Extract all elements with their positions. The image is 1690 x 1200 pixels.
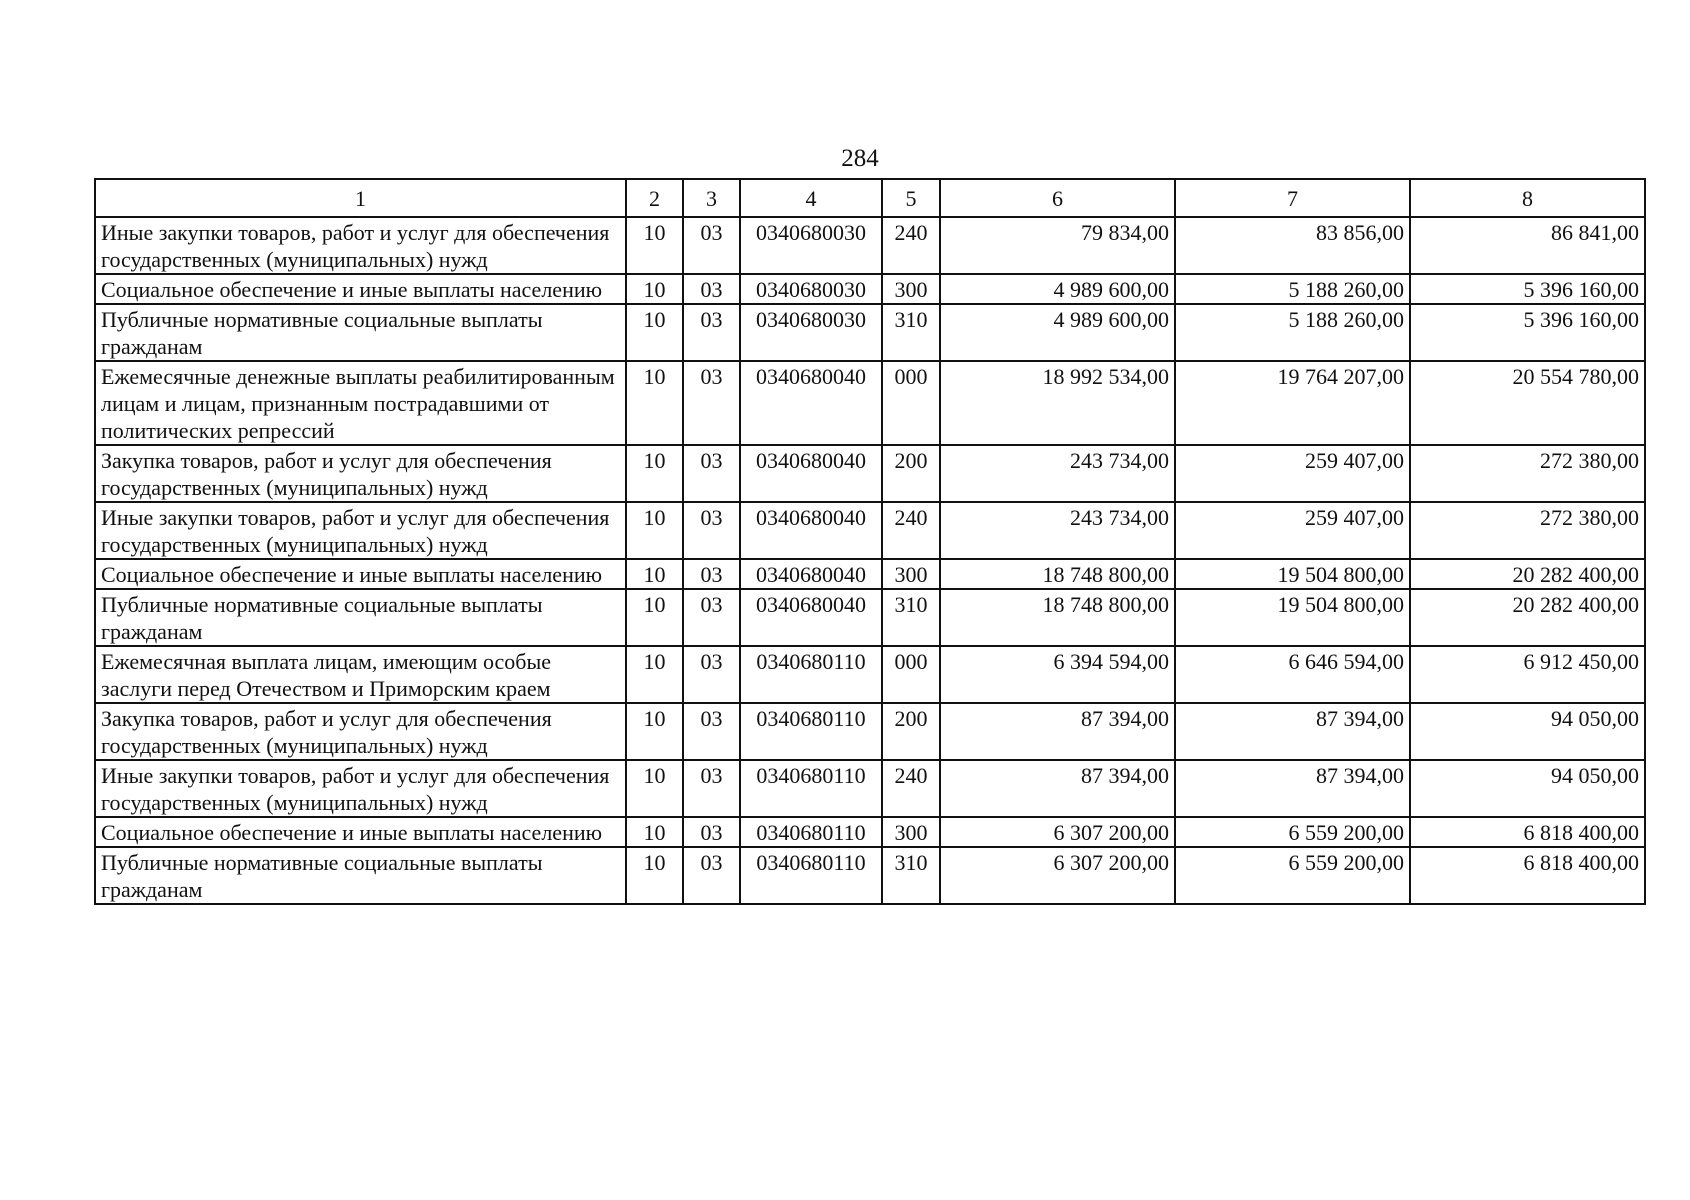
expense-name-cell: Ежемесячные денежные выплаты реабилитированным лицам и лицам, признанным пострадавшими от политических репрессий — [95, 361, 626, 445]
target-article-cell: 0340680110 — [740, 646, 882, 703]
target-article-cell: 0340680110 — [740, 817, 882, 847]
expense-type-cell: 300 — [882, 817, 940, 847]
amount-col6-cell: 18 992 534,00 — [940, 361, 1175, 445]
section-cell: 10 — [626, 304, 683, 361]
column-header-1: 1 — [95, 179, 626, 217]
subsection-cell: 03 — [683, 217, 740, 274]
target-article-cell: 0340680110 — [740, 760, 882, 817]
amount-col6-cell: 4 989 600,00 — [940, 304, 1175, 361]
expense-name-cell: Ежемесячная выплата лицам, имеющим особые заслуги перед Отечеством и Приморским краем — [95, 646, 626, 703]
subsection-cell: 03 — [683, 589, 740, 646]
column-header-3: 3 — [683, 179, 740, 217]
expense-type-cell: 310 — [882, 304, 940, 361]
amount-col6-cell: 243 734,00 — [940, 445, 1175, 502]
target-article-cell: 0340680030 — [740, 217, 882, 274]
expense-name-cell: Социальное обеспечение и иные выплаты населению — [95, 559, 626, 589]
expense-name-cell: Иные закупки товаров, работ и услуг для обеспечения государственных (муниципальных) нужд — [95, 760, 626, 817]
amount-col8-cell: 20 282 400,00 — [1410, 559, 1645, 589]
amount-col6-cell: 4 989 600,00 — [940, 274, 1175, 304]
expense-name-cell: Социальное обеспечение и иные выплаты населению — [95, 274, 626, 304]
amount-col7-cell: 19 504 800,00 — [1175, 559, 1410, 589]
section-cell: 10 — [626, 502, 683, 559]
subsection-cell: 03 — [683, 304, 740, 361]
section-cell: 10 — [626, 817, 683, 847]
table-row — [95, 304, 1645, 361]
subsection-cell: 03 — [683, 361, 740, 445]
column-header-7: 7 — [1175, 179, 1410, 217]
column-header-8: 8 — [1410, 179, 1645, 217]
expense-name-cell: Закупка товаров, работ и услуг для обеспечения государственных (муниципальных) нужд — [95, 703, 626, 760]
expense-type-cell: 300 — [882, 274, 940, 304]
amount-col8-cell: 6 912 450,00 — [1410, 646, 1645, 703]
amount-col8-cell: 6 818 400,00 — [1410, 847, 1645, 904]
column-header-2: 2 — [626, 179, 683, 217]
target-article-cell: 0340680030 — [740, 274, 882, 304]
amount-col7-cell: 6 559 200,00 — [1175, 817, 1410, 847]
expense-type-cell: 240 — [882, 217, 940, 274]
subsection-cell: 03 — [683, 703, 740, 760]
subsection-cell: 03 — [683, 274, 740, 304]
header-row — [95, 179, 1645, 217]
table-row — [95, 445, 1645, 502]
section-cell: 10 — [626, 445, 683, 502]
amount-col6-cell: 243 734,00 — [940, 502, 1175, 559]
expense-name-cell: Социальное обеспечение и иные выплаты населению — [95, 817, 626, 847]
amount-col6-cell: 87 394,00 — [940, 760, 1175, 817]
section-cell: 10 — [626, 559, 683, 589]
section-cell: 10 — [626, 646, 683, 703]
amount-col8-cell: 5 396 160,00 — [1410, 274, 1645, 304]
table-row — [95, 760, 1645, 817]
amount-col6-cell: 6 307 200,00 — [940, 847, 1175, 904]
subsection-cell: 03 — [683, 646, 740, 703]
expense-type-cell: 000 — [882, 646, 940, 703]
section-cell: 10 — [626, 274, 683, 304]
expense-name-cell: Закупка товаров, работ и услуг для обеспечения государственных (муниципальных) нужд — [95, 445, 626, 502]
expense-type-cell: 310 — [882, 589, 940, 646]
table-row — [95, 817, 1645, 847]
target-article-cell: 0340680040 — [740, 445, 882, 502]
target-article-cell: 0340680110 — [740, 703, 882, 760]
page-number: 284 — [841, 145, 879, 172]
section-cell: 10 — [626, 847, 683, 904]
column-header-5: 5 — [882, 179, 940, 217]
amount-col7-cell: 5 188 260,00 — [1175, 274, 1410, 304]
target-article-cell: 0340680040 — [740, 502, 882, 559]
subsection-cell: 03 — [683, 817, 740, 847]
table-row — [95, 274, 1645, 304]
amount-col8-cell: 6 818 400,00 — [1410, 817, 1645, 847]
table-row — [95, 217, 1645, 274]
section-cell: 10 — [626, 217, 683, 274]
amount-col6-cell: 18 748 800,00 — [940, 589, 1175, 646]
expense-type-cell: 310 — [882, 847, 940, 904]
target-article-cell: 0340680040 — [740, 589, 882, 646]
target-article-cell: 0340680110 — [740, 847, 882, 904]
amount-col6-cell: 87 394,00 — [940, 703, 1175, 760]
amount-col7-cell: 19 504 800,00 — [1175, 589, 1410, 646]
expense-type-cell: 200 — [882, 445, 940, 502]
amount-col7-cell: 19 764 207,00 — [1175, 361, 1410, 445]
subsection-cell: 03 — [683, 847, 740, 904]
expense-name-cell: Публичные нормативные социальные выплаты гражданам — [95, 589, 626, 646]
amount-col6-cell: 6 307 200,00 — [940, 817, 1175, 847]
amount-col8-cell: 20 554 780,00 — [1410, 361, 1645, 445]
section-cell: 10 — [626, 361, 683, 445]
subsection-cell: 03 — [683, 760, 740, 817]
target-article-cell: 0340680040 — [740, 361, 882, 445]
amount-col7-cell: 87 394,00 — [1175, 703, 1410, 760]
table-row — [95, 646, 1645, 703]
table-row — [95, 361, 1645, 445]
subsection-cell: 03 — [683, 502, 740, 559]
amount-col6-cell: 79 834,00 — [940, 217, 1175, 274]
amount-col7-cell: 6 646 594,00 — [1175, 646, 1410, 703]
table-row — [95, 502, 1645, 559]
section-cell: 10 — [626, 703, 683, 760]
subsection-cell: 03 — [683, 559, 740, 589]
expense-type-cell: 000 — [882, 361, 940, 445]
expense-type-cell: 240 — [882, 502, 940, 559]
amount-col8-cell: 94 050,00 — [1410, 703, 1645, 760]
amount-col7-cell: 6 559 200,00 — [1175, 847, 1410, 904]
section-cell: 10 — [626, 589, 683, 646]
subsection-cell: 03 — [683, 445, 740, 502]
target-article-cell: 0340680040 — [740, 559, 882, 589]
amount-col8-cell: 86 841,00 — [1410, 217, 1645, 274]
amount-col7-cell: 5 188 260,00 — [1175, 304, 1410, 361]
expense-type-cell: 240 — [882, 760, 940, 817]
table-row — [95, 847, 1645, 904]
section-cell: 10 — [626, 760, 683, 817]
amount-col8-cell: 5 396 160,00 — [1410, 304, 1645, 361]
table-row — [95, 559, 1645, 589]
table-row — [95, 703, 1645, 760]
amount-col7-cell: 87 394,00 — [1175, 760, 1410, 817]
column-header-4: 4 — [740, 179, 882, 217]
expense-name-cell: Публичные нормативные социальные выплаты гражданам — [95, 304, 626, 361]
amount-col6-cell: 6 394 594,00 — [940, 646, 1175, 703]
amount-col8-cell: 94 050,00 — [1410, 760, 1645, 817]
expense-type-cell: 300 — [882, 559, 940, 589]
column-header-6: 6 — [940, 179, 1175, 217]
amount-col8-cell: 20 282 400,00 — [1410, 589, 1645, 646]
amount-col7-cell: 259 407,00 — [1175, 502, 1410, 559]
amount-col7-cell: 83 856,00 — [1175, 217, 1410, 274]
amount-col8-cell: 272 380,00 — [1410, 502, 1645, 559]
target-article-cell: 0340680030 — [740, 304, 882, 361]
table-row — [95, 589, 1645, 646]
budget-table — [94, 178, 1646, 905]
expense-type-cell: 200 — [882, 703, 940, 760]
expense-name-cell: Иные закупки товаров, работ и услуг для обеспечения государственных (муниципальных) нужд — [95, 502, 626, 559]
expense-name-cell: Публичные нормативные социальные выплаты гражданам — [95, 847, 626, 904]
amount-col6-cell: 18 748 800,00 — [940, 559, 1175, 589]
expense-name-cell: Иные закупки товаров, работ и услуг для обеспечения государственных (муниципальных) нужд — [95, 217, 626, 274]
amount-col8-cell: 272 380,00 — [1410, 445, 1645, 502]
amount-col7-cell: 259 407,00 — [1175, 445, 1410, 502]
